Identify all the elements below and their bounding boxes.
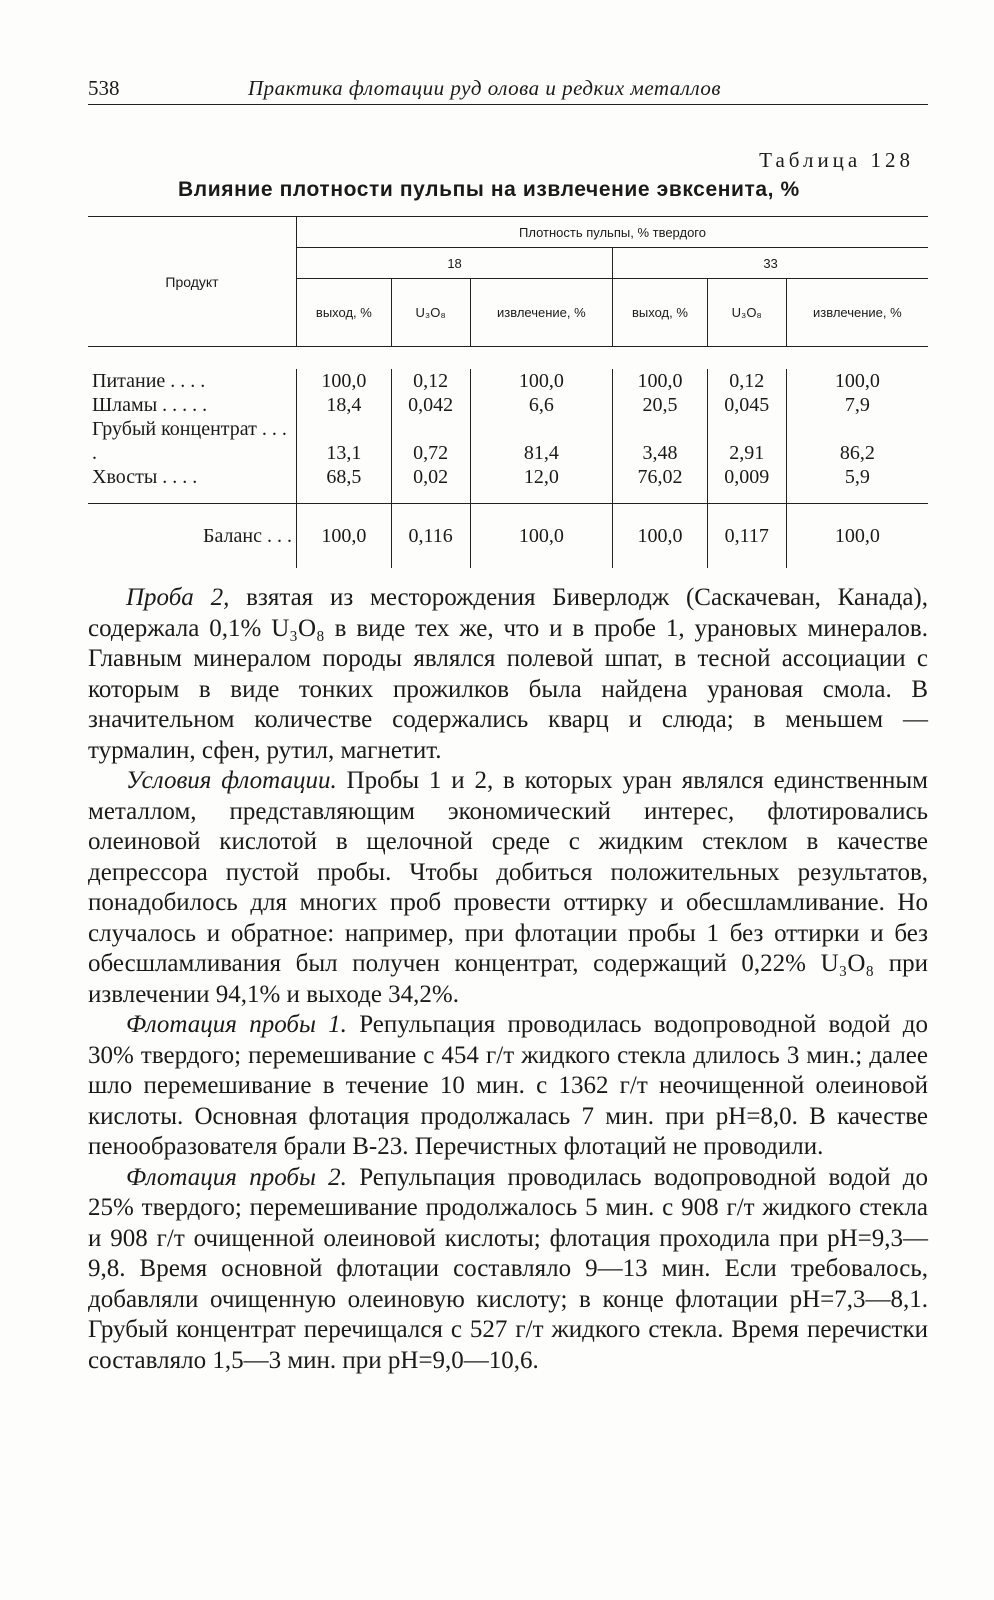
row-product: Грубый концентрат . . . . — [92, 417, 287, 464]
subcol-yield-33: выход, % — [613, 279, 708, 347]
cell: 100,0 — [613, 369, 708, 393]
subcol-recovery-33: извлечение, % — [786, 279, 928, 347]
paragraph-lead: Флотация пробы 2. — [126, 1163, 347, 1191]
page-header — [88, 70, 928, 105]
subcol-u3o8-33: U₃O₈ — [707, 279, 786, 347]
cell: 2,91 — [707, 417, 786, 465]
cell: 0,117 — [707, 503, 786, 568]
cell: 0,042 — [391, 393, 470, 417]
table-label: Таблица 128 — [759, 148, 914, 172]
cell: 81,4 — [470, 417, 613, 465]
cell: 100,0 — [297, 369, 392, 393]
cell: 100,0 — [297, 503, 392, 568]
row-product: Хвосты . . . . — [92, 465, 198, 488]
table-row — [88, 417, 928, 465]
table-row — [88, 369, 928, 393]
paragraph-text: Репульпация проводилась водопроводной водой до 25% твердого; перемешивание продолжалось 5 мин. с 908 г/т жидкого стекла и 908 г/т очищенной олеиновой кислоты; флотация проходила при pH=9,3—9,8. Время основной флотации составляло 9—13 мин. Если требовалось, добавляли очищенную олеиновую кислоту; в конце флотации pH=7,3—8,1. Грубый концентрат перечищался с 527 г/т жидкого стекла. Время перечистки составляло 1,5—3 мин. при pH=9,0—10,6. — [88, 1163, 929, 1374]
cell: 100,0 — [786, 369, 928, 393]
paragraph-text: Репульпация проводилась водопроводной водой до 30% твердого; перемешивание с 454 г/т жидкого стекла длилось 3 мин.; далее шло перемешивание в течение 10 мин. с 1362 г/т неочищенной олеиновой кислоты. Основная флотация продолжалась 7 мин. при pH=8,0. В качестве пенообразователя брали В-23. Перечистных флотаций не проводили. — [88, 1011, 929, 1160]
paragraph-lead: Проба 2, — [126, 584, 230, 611]
cell: 76,02 — [613, 465, 708, 504]
cell: 5,9 — [786, 465, 928, 504]
cell: 0,12 — [707, 369, 786, 393]
paragraph-text: взятая из месторождения Биверлодж (Саскачеван, Канада), содержала 0,1% U₃O₈ в виде тех же, что и в пробе 1, урановых минералов. Главным минералом породы являлся полевой шпат, в тесной ассоциации с которым в виде тонких прожилков была найдена урановая смола. В значительном количестве содержались кварц и слюда; в меньшем — турмалин, сфен, рутил, магнетит. — [88, 584, 928, 764]
cell: 0,12 — [391, 369, 470, 393]
paragraph — [88, 583, 928, 766]
cell: 0,116 — [391, 503, 470, 568]
cell: 12,0 — [470, 465, 613, 504]
data-table — [88, 216, 928, 568]
cell: 6,6 — [470, 393, 613, 417]
group-header-33: 33 — [613, 248, 928, 279]
cell: 100,0 — [786, 503, 928, 568]
page-number: 538 — [88, 76, 120, 100]
cell: 100,0 — [613, 503, 708, 568]
paragraph — [88, 766, 928, 1010]
table-caption: Влияние плотности пульпы на извлечение эвксенита, % — [178, 178, 800, 201]
subcol-recovery-18: извлечение, % — [470, 279, 613, 347]
cell: 0,009 — [707, 465, 786, 504]
row-product: Питание . . . . — [92, 369, 206, 392]
cell: 100,0 — [470, 369, 613, 393]
subcol-u3o8-18: U₃O₈ — [391, 279, 470, 347]
group-header-18: 18 — [297, 248, 613, 279]
cell: 0,045 — [707, 393, 786, 417]
cell: 86,2 — [786, 417, 928, 465]
col-header-density: Плотность пульпы, % твердого — [297, 217, 929, 248]
paragraph-text: Пробы 1 и 2, в которых уран являлся единственным металлом, представляющим экономический интерес, флотировались олеиновой кислотой в щелочной среде с жидким стеклом в качестве депрессора пустой пробы. Чтобы добиться положительных результатов, понадобилось для многих проб провести оттирку и обесшламливание. Но случалось и обратное: например, при флотации пробы 1 без оттирки и без обесшламливания был получен концентрат, содержащий 0,22% U₃O₈ при извлечении 94,1% и выходе 34,2%. — [88, 767, 928, 1008]
cell: 18,4 — [297, 393, 392, 417]
subcol-yield-18: выход, % — [297, 279, 392, 347]
cell: 13,1 — [297, 417, 392, 465]
cell: 68,5 — [297, 465, 392, 504]
col-header-product: Продукт — [88, 217, 297, 347]
paragraph-lead: Условия флотации. — [126, 767, 337, 794]
balance-row — [88, 503, 928, 568]
cell: 0,72 — [391, 417, 470, 465]
cell: 0,02 — [391, 465, 470, 504]
cell: 3,48 — [613, 417, 708, 465]
cell: 100,0 — [470, 503, 613, 568]
paragraph — [88, 1010, 928, 1163]
table-row — [88, 393, 928, 417]
running-title: Практика флотации руд олова и редких металлов — [248, 76, 721, 100]
row-product: Баланс . . . — [203, 524, 292, 547]
table-row — [88, 465, 928, 504]
paragraph-lead: Флотация пробы 1. — [126, 1011, 347, 1038]
cell: 7,9 — [786, 393, 928, 417]
paragraph — [88, 1163, 928, 1377]
cell: 20,5 — [613, 393, 708, 417]
row-product: Шламы . . . . . — [92, 393, 208, 416]
body-text — [88, 583, 928, 1376]
